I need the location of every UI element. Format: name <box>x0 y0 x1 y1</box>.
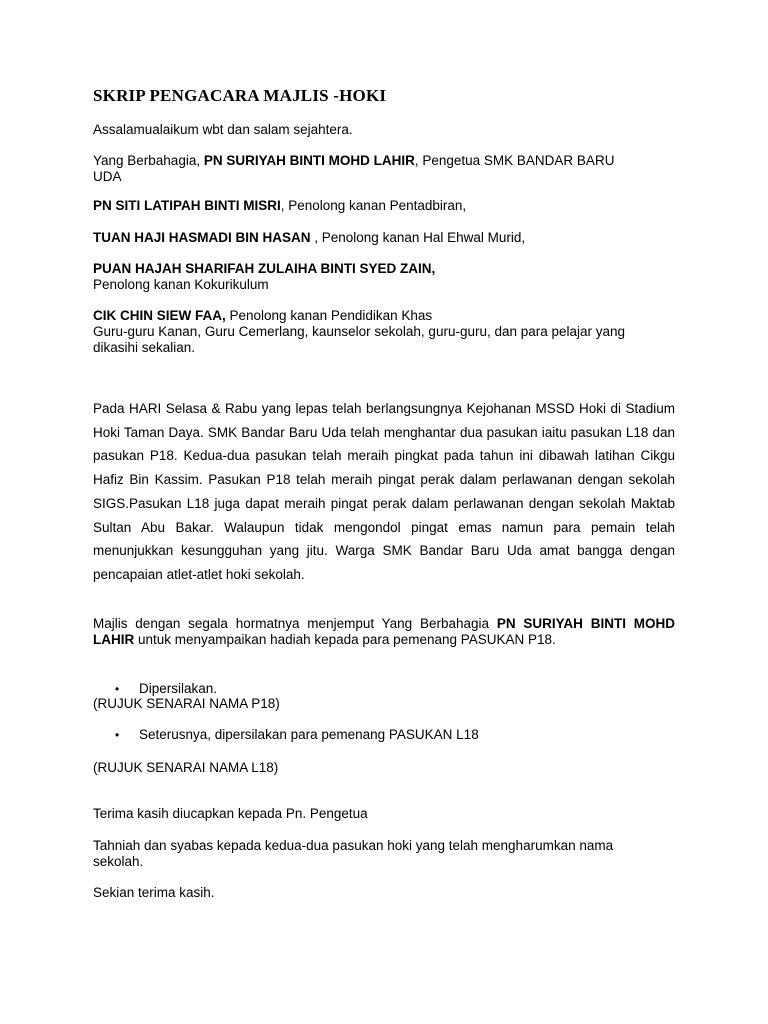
invitation-name: PN SURIYAH BINTI MOHD LAHIR <box>93 616 675 647</box>
bullet-text: Dipersilakan. <box>139 681 218 696</box>
document-title: SKRIP PENGACARA MAJLIS -HOKI <box>93 86 387 105</box>
bullet-icon: • <box>115 728 120 742</box>
address-hem <box>93 230 678 246</box>
address-name: PN SURIYAH BINTI MOHD LAHIR <box>203 153 415 168</box>
thanks-text: Terima kasih diucapkan kepada Pn. Pengetua <box>93 806 368 821</box>
address-role-cont: UDA <box>93 169 122 184</box>
address-role: Penolong kanan Kokurikulum <box>93 277 269 292</box>
address-pendidikan-khas <box>93 308 678 356</box>
address-name: TUAN HAJI HASMADI BIN HASAN <box>93 230 311 245</box>
address-name: PUAN HAJAH SHARIFAH ZULAIHA BINTI SYED ZAIN, <box>93 261 436 276</box>
address-pentadbiran <box>93 198 678 214</box>
reference-l18: (RUJUK SENARAI NAMA L18) <box>93 760 279 775</box>
bullet-item <box>115 727 479 743</box>
reference-p18: (RUJUK SENARAI NAMA P18) <box>93 696 280 711</box>
invitation-paragraph <box>93 616 675 648</box>
bullet-icon: • <box>115 682 120 696</box>
address-others-cont: dikasihi sekalian. <box>93 340 196 355</box>
address-name: CIK CHIN SIEW FAA, <box>93 308 226 323</box>
address-role: Penolong kanan Pendidikan Khas <box>225 308 433 323</box>
address-role: , Penolong kanan Pentadbiran, <box>280 198 467 213</box>
address-name: PN SITI LATIPAH BINTI MISRI <box>93 198 281 213</box>
address-prefix: Yang Berbahagia, <box>93 153 204 168</box>
invitation-suffix: untuk menyampaikan hadiah kepada para pemenang PASUKAN P18. <box>134 632 556 647</box>
address-role: , Pengetua SMK BANDAR BARU <box>414 153 615 168</box>
bullet-item <box>115 681 217 697</box>
address-kokurikulum <box>93 261 678 293</box>
congrats-text: Tahniah dan syabas kepada kedua-dua pasukan hoki yang telah mengharumkan nama sekolah. <box>93 838 614 869</box>
closing-text: Sekian terima kasih. <box>93 885 215 900</box>
main-paragraph: Pada HARI Selasa & Rabu yang lepas telah berlangsungnya Kejohanan MSSD Hoki di Stadium Hoki Taman Daya. SMK Bandar Baru Uda telah menghantar dua pasukan iaitu pasukan L18 dan pasukan P18. Kedua-dua pasukan telah meraih pingkat pada tahun ini dibawah latihan Cikgu Hafiz Bin Kassim. Pasukan P18 telah meraih pingat perak dalam perlawanan dengan sekolah SIGS.Pasukan L18 juga dapat meraih pingat perak dalam perlawanan dengan sekolah Maktab Sultan Abu Bakar. Walaupun tidak mengondol pingat emas namun para pemain telah menunjukkan kesungguhan yang jitu. Warga SMK Bandar Baru Uda amat bangga dengan pencapaian atlet-atlet hoki sekolah. <box>93 401 675 582</box>
address-pengetua <box>93 153 678 185</box>
bullet-text: Seterusnya, dipersilakan para pemenang PASUKAN L18 <box>139 727 479 742</box>
address-role: , Penolong kanan Hal Ehwal Murid, <box>310 230 526 245</box>
invitation-prefix: Majlis dengan segala hormatnya menjemput Yang Berbahagia <box>93 616 497 631</box>
greeting-text: Assalamualaikum wbt dan salam sejahtera. <box>93 122 353 137</box>
address-others: Guru-guru Kanan, Guru Cemerlang, kaunselor sekolah, guru-guru, dan para pelajar yang <box>93 324 626 339</box>
